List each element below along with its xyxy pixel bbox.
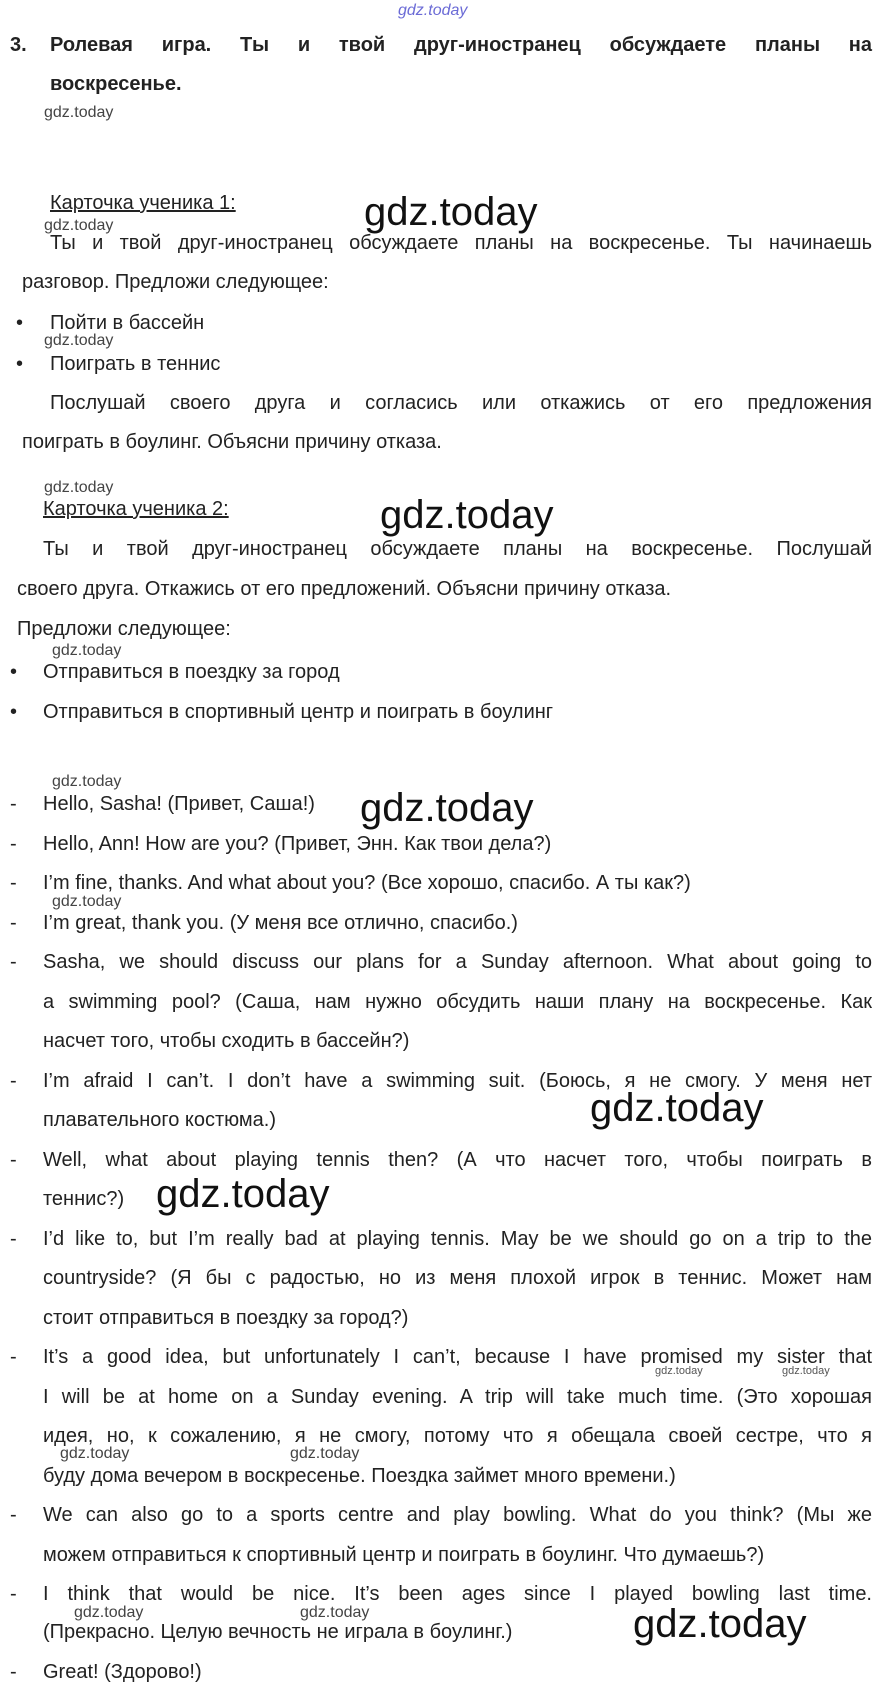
dialogue-line-9: It’s a good idea, but unfortunately I can’t, because I have promised my sister that (43, 1346, 872, 1368)
watermark-large: gdz.today (156, 1172, 330, 1216)
dialogue-line-8-cont2: стоит отправиться в поездку за город?) (43, 1307, 409, 1329)
card1-outro-line2: поиграть в боулинг. Объясни причину отказа. (22, 431, 442, 453)
watermark-large: gdz.today (590, 1086, 764, 1130)
dialogue-dash: - (10, 1583, 17, 1605)
watermark: gdz.today (44, 217, 114, 234)
card2-bullet-2: Отправиться в спортивный центр и поиграть в боулинг (43, 701, 554, 723)
dialogue-line-4: I’m great, thank you. (У меня все отлично, спасибо.) (43, 912, 518, 934)
dialogue-line-3: I’m fine, thanks. And what about you? (Все хорошо, спасибо. А ты как?) (43, 872, 691, 894)
watermark: gdz.today (60, 1445, 130, 1462)
card2-heading: Карточка ученика 2: (43, 498, 229, 520)
dialogue-line-5: Sasha, we should discuss our plans for a Sunday afternoon. What about going to (43, 951, 872, 973)
dialogue-line-1: Hello, Sasha! (Привет, Саша!) (43, 793, 315, 815)
dialogue-line-11: I think that would be nice. It’s been ages since I played bowling last time. (43, 1583, 872, 1605)
dialogue-line-7-cont: теннис?) (43, 1188, 125, 1210)
watermark: gdz.today (74, 1604, 144, 1621)
watermark: gdz.today (44, 332, 114, 349)
card2-intro-line2: своего друга. Откажись от его предложений. Объясни причину отказа. (17, 578, 672, 600)
dialogue-line-6-cont: плавательного костюма.) (43, 1109, 277, 1131)
bullet: • (10, 661, 18, 683)
dialogue-dash: - (10, 872, 17, 894)
card2-bullet-1: Отправиться в поездку за город (43, 661, 340, 683)
card2-intro-line1: Ты и твой друг-иностранец обсуждаете планы на воскресенье. Послушай (43, 538, 872, 560)
dialogue-line-9-cont3: буду дома вечером в воскресенье. Поездка займет много времени.) (43, 1465, 676, 1487)
dialogue-line-12: Great! (Здорово!) (43, 1661, 202, 1683)
dialogue-dash: - (10, 1346, 17, 1368)
dialogue-line-10: We can also go to a sports centre and play bowling. What do you think? (Мы же (43, 1504, 872, 1526)
dialogue-dash: - (10, 912, 17, 934)
card2-intro-line3: Предложи следующее: (17, 618, 231, 640)
bullet: • (16, 353, 24, 375)
dialogue-line-9-cont2: идея, но, к сожалению, я не смогу, потому что я обещала своей сестре, что я (43, 1425, 872, 1447)
watermark: gdz.today (44, 479, 114, 496)
bullet: • (16, 312, 24, 334)
watermark: gdz.today (44, 104, 114, 121)
watermark-tiny: gdz.today (782, 1365, 830, 1377)
watermark-large: gdz.today (380, 493, 554, 537)
dialogue-dash: - (10, 1228, 17, 1250)
bullet: • (10, 701, 18, 723)
card1-bullet-1: Пойти в бассейн (50, 312, 205, 334)
dialogue-line-5-cont2: насчет того, чтобы сходить в бассейн?) (43, 1030, 410, 1052)
card1-intro-line2: разговор. Предложи следующее: (22, 271, 329, 293)
dialogue-dash: - (10, 1149, 17, 1171)
watermark-large: gdz.today (360, 786, 534, 830)
watermark: gdz.today (52, 893, 122, 910)
dialogue-line-8: I’d like to, but I’m really bad at playing tennis. May be we should go on a trip to the (43, 1228, 872, 1250)
card1-heading: Карточка ученика 1: (50, 192, 236, 214)
card1-outro-line1: Послушай своего друга и согласись или откажись от его предложения (50, 392, 872, 414)
card1-bullet-2: Поиграть в теннис (50, 353, 221, 375)
dialogue-dash: - (10, 1504, 17, 1526)
card1-intro-line1: Ты и твой друг-иностранец обсуждаете планы на воскресенье. Ты начинаешь (50, 232, 872, 254)
dialogue-dash: - (10, 951, 17, 973)
watermark-top: gdz.today (398, 2, 468, 19)
watermark: gdz.today (300, 1604, 370, 1621)
task-title-line2: воскресенье. (50, 73, 182, 95)
watermark: gdz.today (52, 642, 122, 659)
dialogue-line-5-cont: a swimming pool? (Саша, нам нужно обсудить наши плану на воскресенье. Как (43, 991, 872, 1013)
dialogue-dash: - (10, 793, 17, 815)
watermark-large: gdz.today (633, 1602, 807, 1646)
dialogue-line-8-cont: countryside? (Я бы с радостью, но из меня плохой игрок в теннис. Может нам (43, 1267, 872, 1289)
dialogue-dash: - (10, 1661, 17, 1683)
watermark-tiny: gdz.today (655, 1365, 703, 1377)
task-number: 3. (10, 34, 27, 56)
watermark: gdz.today (52, 773, 122, 790)
watermark: gdz.today (290, 1445, 360, 1462)
dialogue-dash: - (10, 833, 17, 855)
dialogue-line-2: Hello, Ann! How are you? (Привет, Энн. Как твои дела?) (43, 833, 552, 855)
dialogue-line-9-cont: I will be at home on a Sunday evening. A trip will take much time. (Это хорошая (43, 1386, 872, 1408)
dialogue-line-10-cont: можем отправиться к спортивный центр и поиграть в боулинг. Что думаешь?) (43, 1544, 765, 1566)
dialogue-line-6: I’m afraid I can’t. I don’t have a swimming suit. (Боюсь, я не смогу. У меня нет (43, 1070, 872, 1092)
watermark-large: gdz.today (364, 190, 538, 234)
dialogue-dash: - (10, 1070, 17, 1092)
dialogue-line-11-cont: (Прекрасно. Целую вечность не играла в боулинг.) (43, 1621, 513, 1643)
task-title-line1: Ролевая игра. Ты и твой друг-иностранец обсуждаете планы на (50, 34, 872, 56)
dialogue-line-7: Well, what about playing tennis then? (А что насчет того, чтобы поиграть в (43, 1149, 872, 1171)
